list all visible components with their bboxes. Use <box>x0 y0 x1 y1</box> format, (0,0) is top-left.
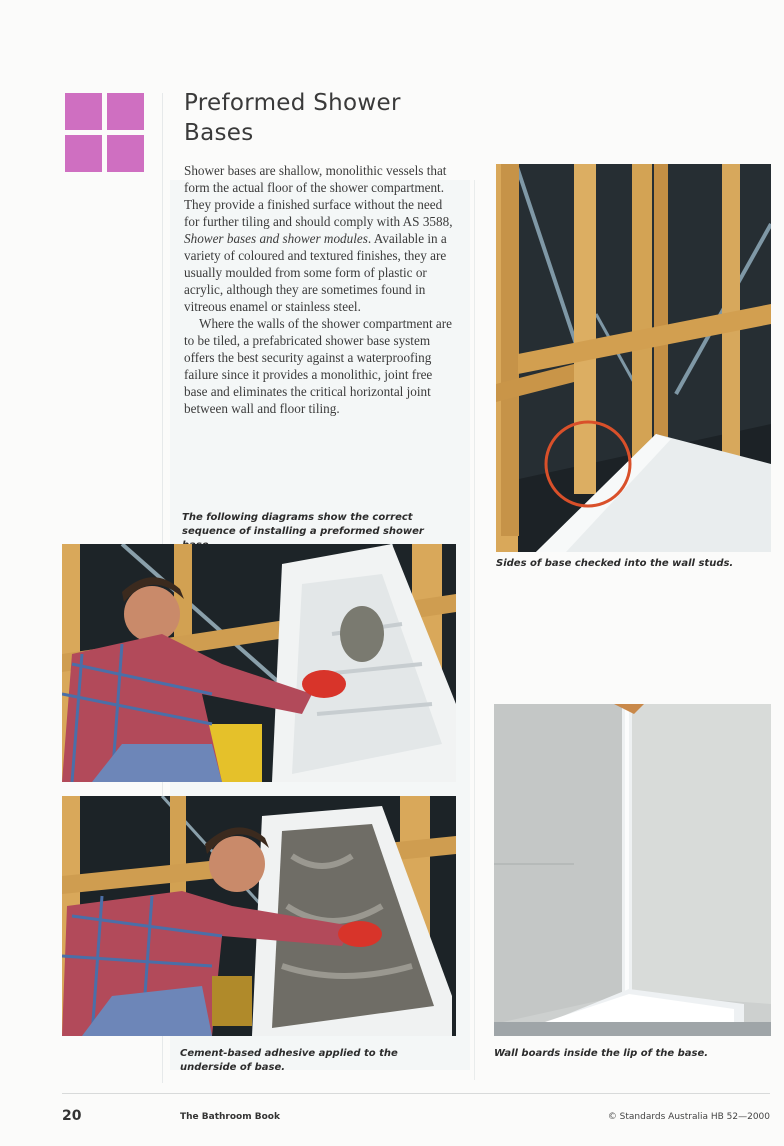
standard-title: Shower bases and shower modules <box>184 231 368 246</box>
footer-rule <box>62 1093 770 1094</box>
book-title: The Bathroom Book <box>180 1112 280 1122</box>
column-rule-right <box>474 180 475 1080</box>
photo-base-upright <box>62 544 456 782</box>
paragraph-1: Shower bases are shallow, monolithic vessels that form the actual floor of the shower compartment. They provide a finished surface without the need for further tiling and should comply with AS 3588, Shower bases and shower modules. Available in a variety of coloured and textured finishes, they are usually moulded from some form of plastic or acrylic, although they are sometimes found in vitreous enamel or stainless steel. <box>184 163 453 314</box>
body-text <box>184 162 456 417</box>
photo-wall-boards <box>494 704 771 1036</box>
heading-line-2: Bases <box>184 120 254 146</box>
caption-adhesive: Cement-based adhesive applied to the underside of base. <box>180 1048 398 1073</box>
caption-studs: Sides of base checked into the wall studs. <box>496 558 734 569</box>
photo-base-in-studs <box>496 164 771 552</box>
copyright-notice: © Standards Australia HB 52—2000 <box>607 1112 770 1122</box>
caption-wallboards: Wall boards inside the lip of the base. <box>494 1048 709 1059</box>
page-number: 20 <box>62 1108 82 1124</box>
heading-line-1: Preformed Shower <box>184 90 401 116</box>
caption-sequence-intro: The following diagrams show the correct sequence of installing a preformed shower <box>182 512 424 537</box>
section-heading <box>184 88 474 148</box>
photo-adhesive-applied <box>62 796 456 1036</box>
paragraph-2: Where the walls of the shower compartment are to be tiled, a prefabricated shower base system offers the best security against a waterproofing failure since it provides a monolithic, joint free base and eliminates the critical horizontal joint between wall and floor tiling. <box>184 316 453 416</box>
section-logo-squares <box>65 93 145 173</box>
